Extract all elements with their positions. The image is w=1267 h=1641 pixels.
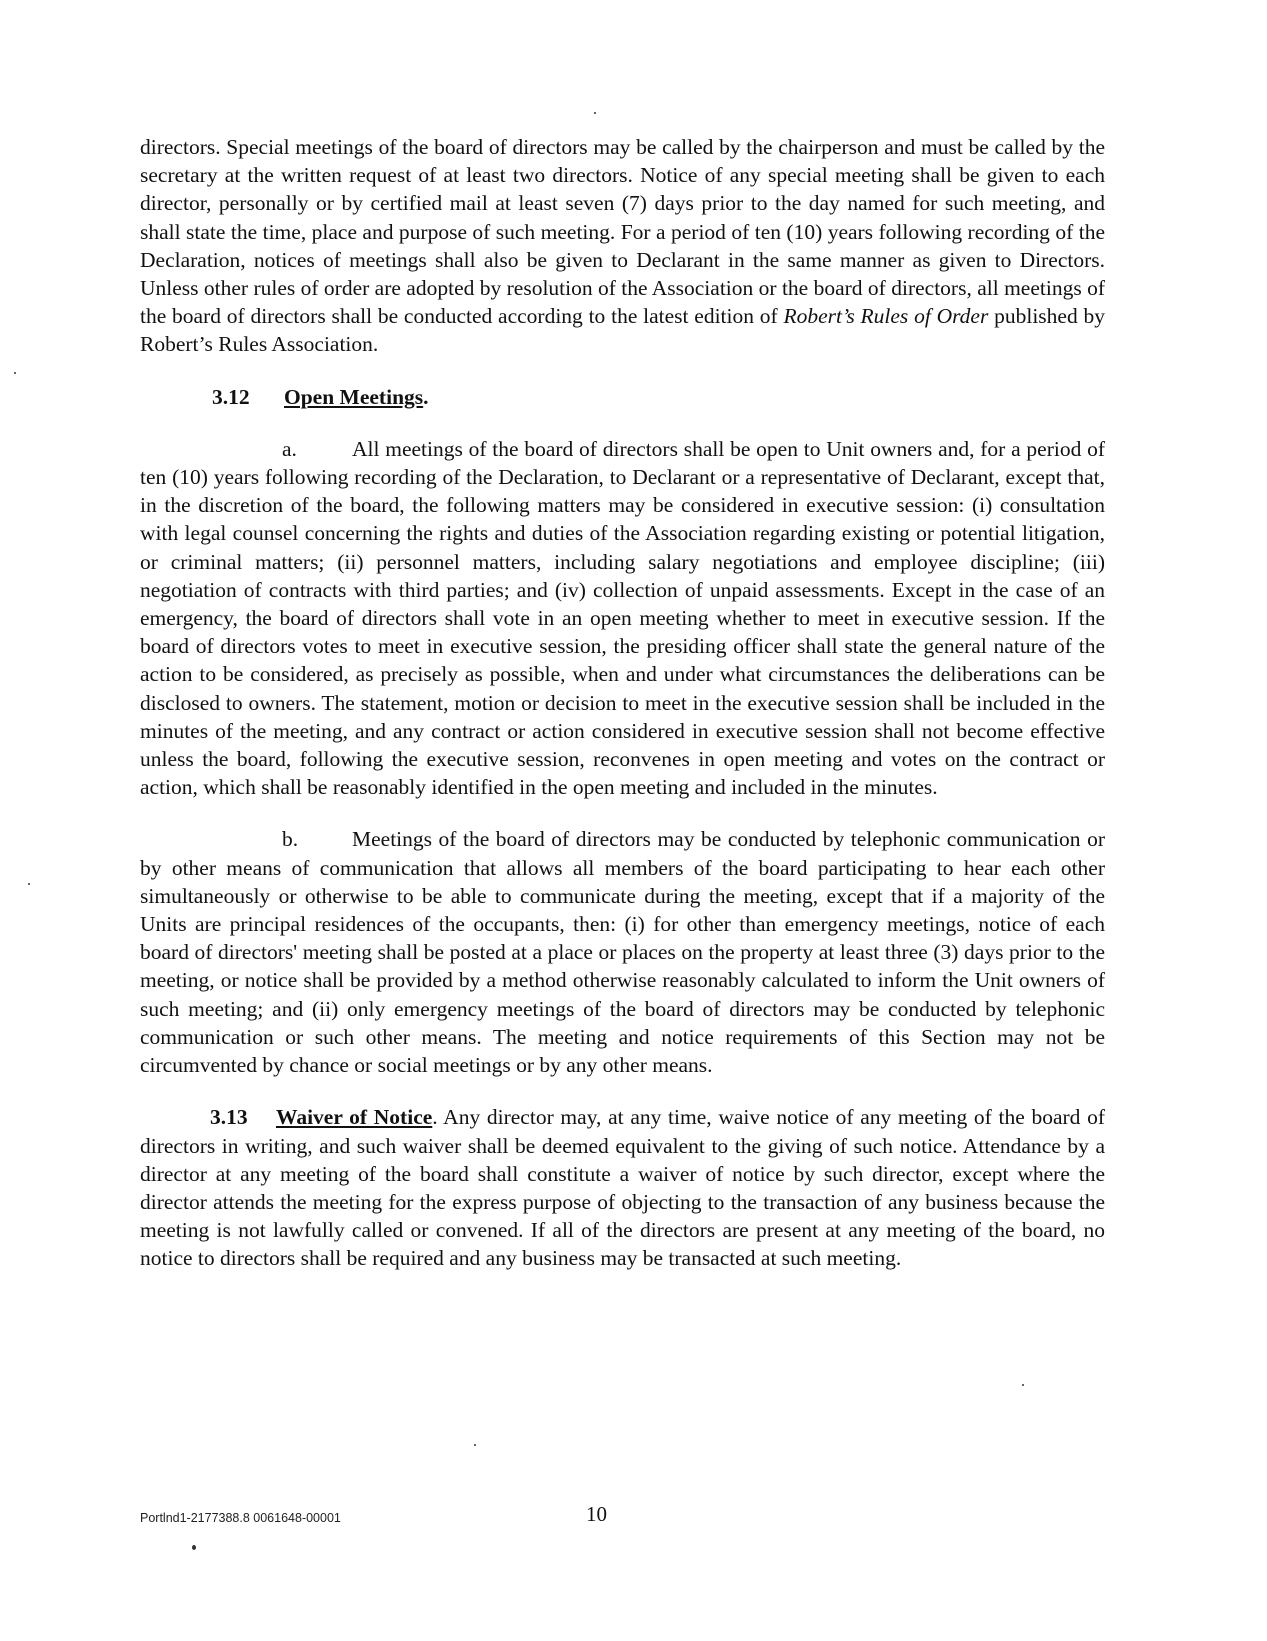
section-title: Open Meetings bbox=[284, 384, 424, 409]
paragraph-special-meetings bbox=[140, 133, 1105, 359]
subparagraph-text: Meetings of the board of directors may be conducted by telephonic communication or by other means of communication that allows all members of the board participating to hear each other simultaneously or otherwise to be able to communicate during the meeting, except that if a majority of the Units are principal residences of the occupants, then: (i) for other than emergency meetings, notice of each board of directors' meeting shall be posted at a place or places on the property at least three (3) days prior to the meeting, or notice shall be provided by a method otherwise reasonably calculated to inform the Unit owners of such meeting; and (ii) only emergency meetings of the board of directors may be conducted by telephonic communication or such other means. The meeting and notice requirements of this Section may not be circumvented by chance or social meetings or by any other means. bbox=[140, 827, 1105, 1078]
scan-speck bbox=[594, 112, 596, 114]
scan-speck bbox=[192, 1545, 196, 1550]
scan-speck bbox=[1022, 1384, 1024, 1386]
roberts-rules-title: Robert’s Rules of Order bbox=[783, 304, 989, 329]
subparagraph-b bbox=[140, 825, 1105, 1079]
section-number: 3.13 bbox=[210, 1105, 248, 1130]
page-number: 10 bbox=[586, 1502, 607, 1526]
section-title: Waiver of Notice bbox=[276, 1105, 433, 1130]
subparagraph-text: All meetings of the board of directors shall be open to Unit owners and, for a period of ten (10) years following recording of the Declaration, to Declarant or a representative of Declarant, except that, in the discretion of the board, the following matters may be considered in executive session: (i) consultation with legal counsel concerning the rights and duties of the Association regarding existing or potential litigation, or criminal matters; (ii) personnel matters, including salary negotiations and employee discipline; (iii) negotiation of contracts with third parties; and (iv) collection of unpaid assessments. Except in the case of an emergency, the board of directors shall vote in an open meeting whether to meet in executive session. If the board of directors votes to meet in executive session, the presiding officer shall state the general nature of the action to be considered, as precisely as possible, when and under what circumstances the deliberations can be disclosed to owners. The statement, motion or decision to meet in the executive session shall be included in the minutes of the meeting, and any contract or action considered in executive session shall not become effective unless the board, following the executive session, reconvenes in open meeting and votes on the contract or action, which shall be reasonably identified in the open meeting and included in the minutes. bbox=[140, 436, 1105, 800]
scan-speck bbox=[14, 372, 16, 374]
subparagraph-marker: b. bbox=[282, 827, 299, 852]
scan-speck bbox=[474, 1444, 476, 1446]
document-body bbox=[140, 133, 1105, 1273]
subparagraph-marker: a. bbox=[282, 436, 297, 461]
document-id: Portlnd1-2177388.8 0061648-00001 bbox=[140, 1511, 341, 1525]
special-meetings-text-end: published by Robert’s Rules Association. bbox=[140, 304, 1105, 357]
section-3-13 bbox=[140, 1103, 1105, 1272]
section-title-suffix: . bbox=[423, 384, 429, 409]
special-meetings-text: directors. Special meetings of the board of directors may be called by the chairperson and must be called by the secretary at the written request of at least two directors. Notice of any special meeting shall be given to each director, personally or by certified mail at least seven (7) days prior to the day named for such meeting, and shall state the time, place and purpose of such meeting. For a period of ten (10) years following recording of the Declaration, notices of meetings shall also be given to Declarant in the same manner as given to Directors. Unless other rules of order are adopted by resolution of the Association or the board of directors, all meetings of the board of directors shall be conducted according to the latest edition of bbox=[140, 135, 1105, 329]
subparagraph-a bbox=[140, 435, 1105, 802]
scan-speck bbox=[28, 883, 30, 885]
section-heading-3-12 bbox=[140, 383, 1105, 411]
section-number: 3.12 bbox=[212, 384, 250, 409]
section-text: . Any director may, at any time, waive notice of any meeting of the board of directors in writing, and such waiver shall be deemed equivalent to the giving of such notice. Attendance by a director at any meeting of the board shall constitute a waiver of notice by such director, except where the director attends the meeting for the express purpose of objecting to the transaction of any business because the meeting is not lawfully called or convened. If all of the directors are present at any meeting of the board, no notice to directors shall be required and any business may be transacted at such meeting. bbox=[140, 1105, 1105, 1271]
